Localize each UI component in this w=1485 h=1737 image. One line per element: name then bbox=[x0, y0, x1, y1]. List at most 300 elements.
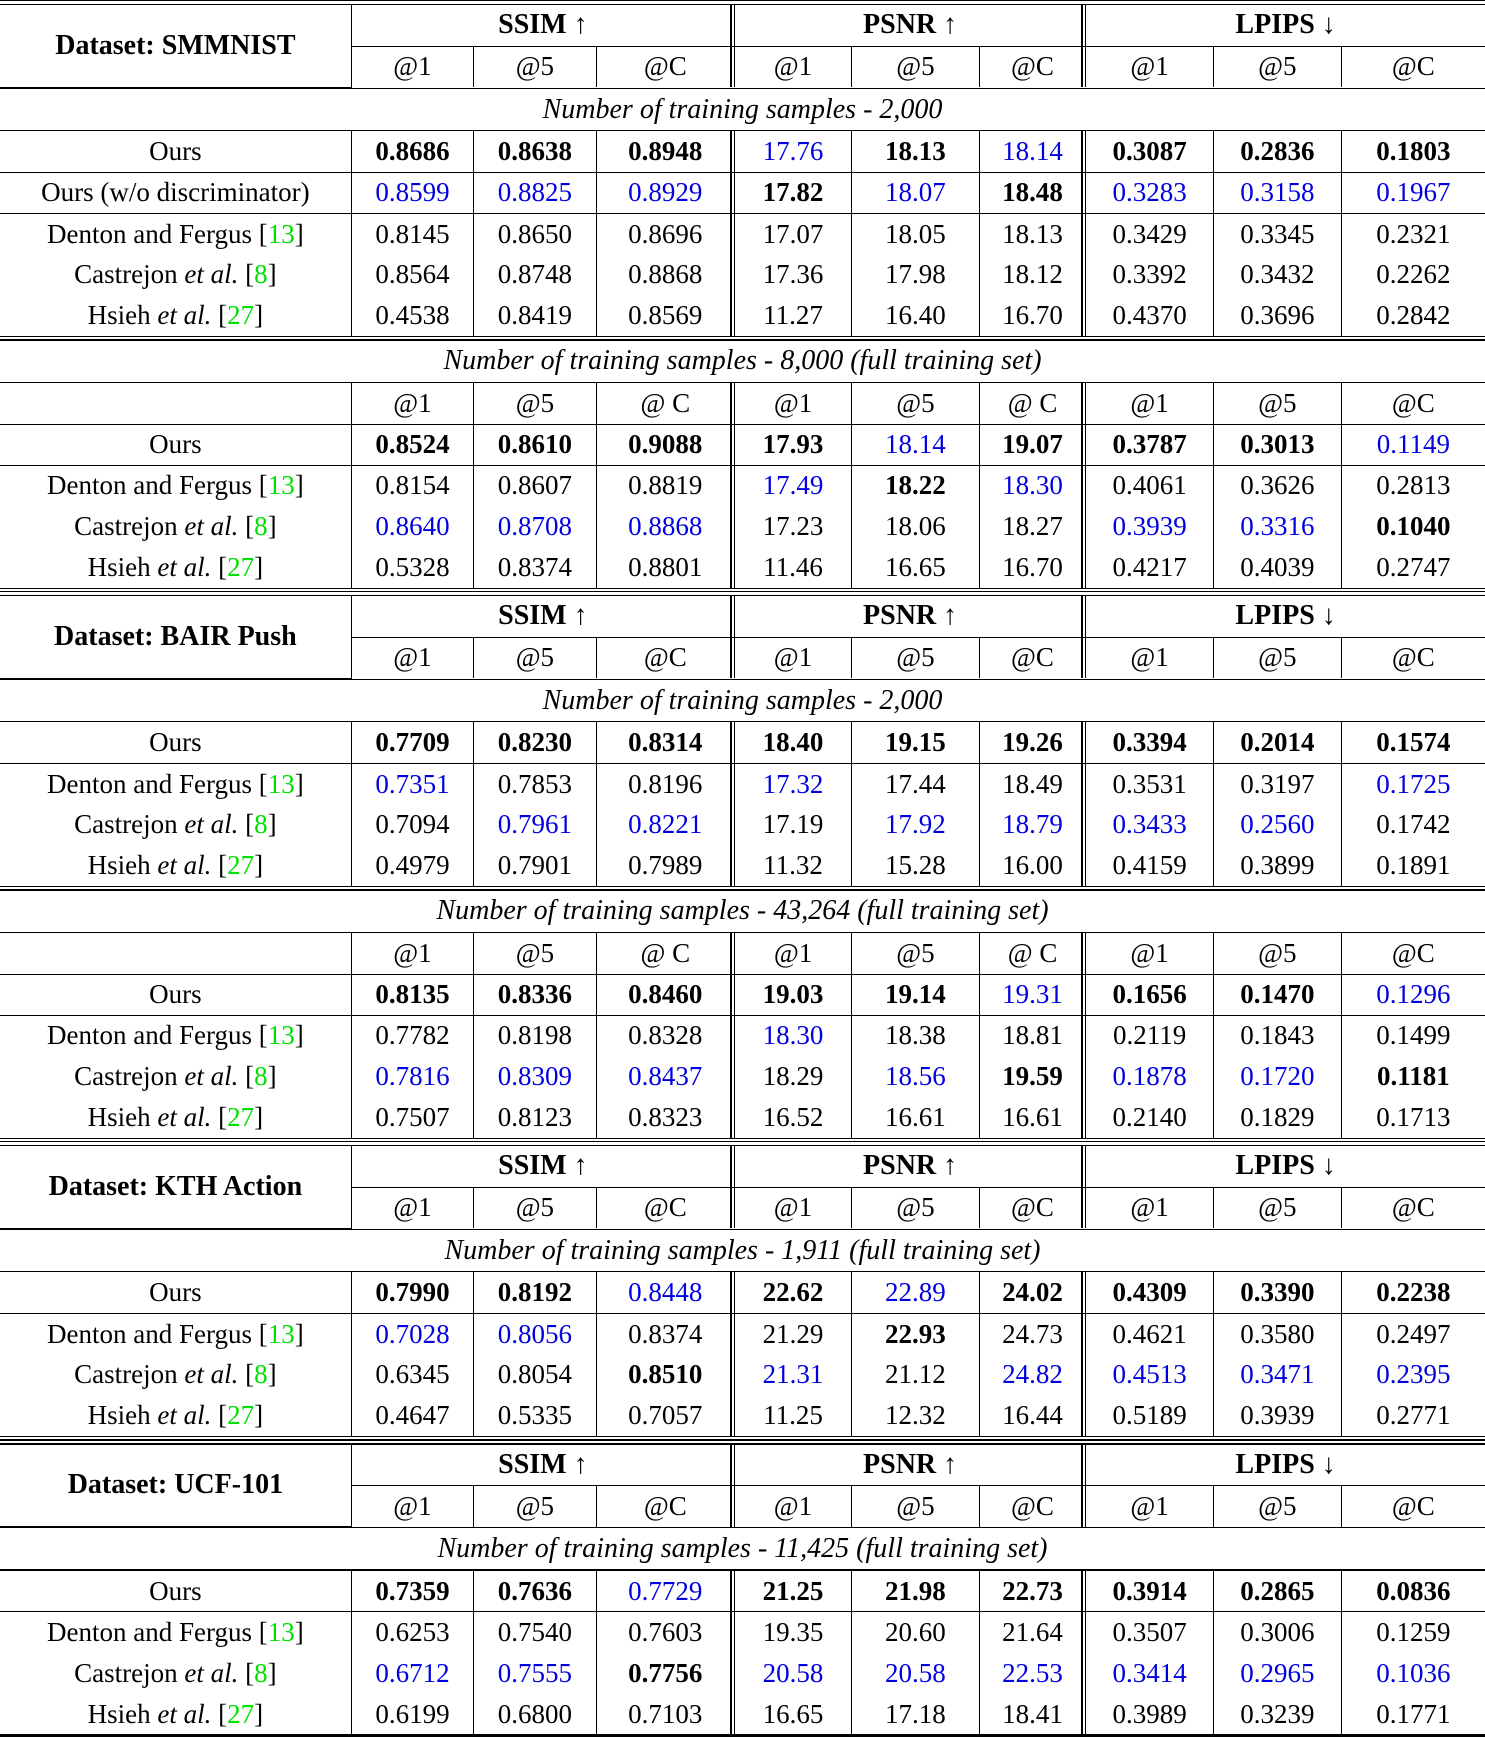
data-cell: 0.3787 bbox=[1086, 424, 1214, 465]
data-cell: 0.3429 bbox=[1086, 213, 1214, 254]
citation-bracket-close: ] bbox=[294, 1617, 304, 1648]
data-cell: 0.8460 bbox=[596, 974, 734, 1015]
data-cell: 0.3087 bbox=[1086, 131, 1214, 172]
data-cell: 0.7555 bbox=[474, 1653, 596, 1694]
row-label-text: Denton and Fergus bbox=[47, 1617, 259, 1648]
citation-number: 8 bbox=[254, 809, 268, 840]
data-cell: 0.8607 bbox=[474, 465, 596, 506]
data-cell: 0.4979 bbox=[351, 845, 473, 886]
row-label-text: Ours bbox=[149, 1277, 202, 1308]
data-cell: 19.31 bbox=[979, 974, 1085, 1015]
row-label bbox=[0, 547, 351, 588]
citation-bracket-open: [ bbox=[258, 1318, 268, 1349]
citation-bracket-close: ] bbox=[254, 551, 264, 582]
data-cell: 0.1829 bbox=[1213, 1097, 1341, 1138]
data-cell: 0.1149 bbox=[1341, 424, 1485, 465]
data-cell: 0.2747 bbox=[1341, 547, 1485, 588]
data-cell: 17.98 bbox=[852, 254, 980, 295]
subheader-cell: @C bbox=[1341, 46, 1485, 87]
row-label-text: Castrejon bbox=[74, 259, 185, 290]
row-label-text: Ours bbox=[149, 727, 202, 758]
metric-header-ssim: SSIM ↑ bbox=[351, 596, 734, 637]
subheader-cell: @C bbox=[979, 1187, 1085, 1228]
data-cell: 0.1036 bbox=[1341, 1653, 1485, 1694]
row-label-text: Hsieh bbox=[87, 1698, 158, 1729]
metric-header-psnr: PSNR ↑ bbox=[734, 1445, 1085, 1486]
data-cell: 0.3939 bbox=[1086, 506, 1214, 547]
subheader-cell: @5 bbox=[852, 383, 980, 424]
data-cell: 0.2395 bbox=[1341, 1354, 1485, 1395]
row-label bbox=[0, 1653, 351, 1694]
citation-bracket-close: ] bbox=[294, 768, 304, 799]
data-cell: 18.13 bbox=[852, 131, 980, 172]
data-cell: 0.7709 bbox=[351, 722, 473, 763]
section-header-table bbox=[0, 1445, 1485, 1528]
data-cell: 0.3239 bbox=[1213, 1694, 1341, 1735]
block-caption-table bbox=[0, 680, 1485, 721]
data-cell: 18.79 bbox=[979, 804, 1085, 845]
metric-header-psnr: PSNR ↑ bbox=[734, 596, 1085, 637]
data-cell: 0.3283 bbox=[1086, 172, 1214, 213]
data-cell: 0.2813 bbox=[1341, 465, 1485, 506]
subheader-cell: @C bbox=[979, 1486, 1085, 1527]
data-cell: 0.3531 bbox=[1086, 763, 1214, 804]
data-cell: 0.2119 bbox=[1086, 1015, 1214, 1056]
row-label-text: Hsieh bbox=[87, 1101, 158, 1132]
training-samples-caption: Number of training samples - 1,911 (full training set) bbox=[444, 1234, 1041, 1266]
data-cell: 0.3006 bbox=[1213, 1612, 1341, 1653]
data-cell: 18.06 bbox=[852, 506, 980, 547]
data-cell: 0.8868 bbox=[596, 254, 734, 295]
data-cell: 0.1742 bbox=[1341, 804, 1485, 845]
subheader-cell: @5 bbox=[1213, 637, 1341, 678]
table-row bbox=[0, 1653, 1485, 1694]
data-cell: 0.8437 bbox=[596, 1056, 734, 1097]
data-cell: 19.03 bbox=[734, 974, 851, 1015]
data-cell: 0.7816 bbox=[351, 1056, 473, 1097]
data-cell: 0.2865 bbox=[1213, 1571, 1341, 1612]
block-data-table bbox=[0, 131, 1485, 337]
citation-bracket-open: [ bbox=[258, 1020, 268, 1051]
data-cell: 0.2262 bbox=[1341, 254, 1485, 295]
data-cell: 0.7782 bbox=[351, 1015, 473, 1056]
table-row bbox=[0, 1097, 1485, 1138]
row-label-etal: et al. bbox=[157, 1698, 212, 1729]
data-cell: 0.8221 bbox=[596, 804, 734, 845]
subheader-cell: @5 bbox=[474, 1187, 596, 1228]
citation-bracket-open: [ bbox=[218, 850, 228, 881]
data-cell: 0.1713 bbox=[1341, 1097, 1485, 1138]
data-cell: 0.3899 bbox=[1213, 845, 1341, 886]
training-samples-caption: Number of training samples - 2,000 bbox=[542, 684, 943, 716]
subheader-cell: @C bbox=[979, 46, 1085, 87]
data-cell: 0.2140 bbox=[1086, 1097, 1214, 1138]
metric-header-ssim: SSIM ↑ bbox=[351, 1445, 734, 1486]
data-cell: 0.4061 bbox=[1086, 465, 1214, 506]
row-label bbox=[0, 213, 351, 254]
citation-bracket-open: [ bbox=[258, 470, 268, 501]
block-subheader-row bbox=[0, 933, 1485, 974]
data-cell: 0.8419 bbox=[474, 295, 596, 336]
data-cell: 0.1259 bbox=[1341, 1612, 1485, 1653]
data-cell: 0.4647 bbox=[351, 1395, 473, 1436]
citation-number: 13 bbox=[267, 470, 295, 501]
data-cell: 17.82 bbox=[734, 172, 851, 213]
table-row bbox=[0, 1612, 1485, 1653]
data-cell: 0.7636 bbox=[474, 1571, 596, 1612]
data-cell: 0.1967 bbox=[1341, 172, 1485, 213]
row-label-text: Castrejon bbox=[74, 809, 185, 840]
citation-bracket-close: ] bbox=[294, 1020, 304, 1051]
data-cell: 20.58 bbox=[852, 1653, 980, 1694]
table-row bbox=[0, 1313, 1485, 1354]
citation-number: 13 bbox=[267, 768, 295, 799]
row-label bbox=[0, 1272, 351, 1313]
data-cell: 0.8198 bbox=[474, 1015, 596, 1056]
citation-bracket-close: ] bbox=[267, 1061, 277, 1092]
data-cell: 0.7853 bbox=[474, 763, 596, 804]
table-row bbox=[0, 547, 1485, 588]
data-cell: 19.07 bbox=[979, 424, 1085, 465]
row-label bbox=[0, 1612, 351, 1653]
subheader-cell: @1 bbox=[734, 933, 851, 974]
dataset-label: Dataset: BAIR Push bbox=[0, 596, 351, 678]
data-cell: 0.8524 bbox=[351, 424, 473, 465]
data-cell: 0.8868 bbox=[596, 506, 734, 547]
data-cell: 0.3197 bbox=[1213, 763, 1341, 804]
data-cell: 0.3580 bbox=[1213, 1313, 1341, 1354]
data-cell: 0.4370 bbox=[1086, 295, 1214, 336]
subheader-cell: @1 bbox=[734, 1187, 851, 1228]
row-label bbox=[0, 974, 351, 1015]
data-cell: 0.3939 bbox=[1213, 1395, 1341, 1436]
data-cell: 16.65 bbox=[734, 1694, 851, 1735]
subheader-cell: @1 bbox=[351, 1486, 473, 1527]
citation-number: 27 bbox=[227, 1101, 255, 1132]
citation-number: 13 bbox=[267, 218, 295, 249]
training-samples-caption: Number of training samples - 11,425 (full training set) bbox=[437, 1532, 1048, 1564]
metric-header-ssim: SSIM ↑ bbox=[351, 1146, 734, 1187]
citation-bracket-open: [ bbox=[245, 809, 255, 840]
table-row bbox=[0, 295, 1485, 336]
data-cell: 0.0836 bbox=[1341, 1571, 1485, 1612]
data-cell: 18.12 bbox=[979, 254, 1085, 295]
data-cell: 17.18 bbox=[852, 1694, 980, 1735]
citation-bracket-open: [ bbox=[218, 300, 228, 331]
data-cell: 0.7028 bbox=[351, 1313, 473, 1354]
subheader-cell: @C bbox=[1341, 1187, 1485, 1228]
citation-bracket-close: ] bbox=[294, 1318, 304, 1349]
dataset-label: Dataset: KTH Action bbox=[0, 1146, 351, 1228]
data-cell: 0.8145 bbox=[351, 213, 473, 254]
data-cell: 0.1878 bbox=[1086, 1056, 1214, 1097]
subheader-cell: @1 bbox=[734, 637, 851, 678]
data-cell: 11.27 bbox=[734, 295, 851, 336]
citation-bracket-open: [ bbox=[245, 1061, 255, 1092]
subheader-cell: @5 bbox=[852, 46, 980, 87]
citation-bracket-close: ] bbox=[294, 470, 304, 501]
block-data-table bbox=[0, 1272, 1485, 1437]
data-cell: 18.14 bbox=[852, 424, 980, 465]
data-cell: 18.49 bbox=[979, 763, 1085, 804]
data-cell: 19.26 bbox=[979, 722, 1085, 763]
block-caption-table bbox=[0, 1528, 1485, 1569]
data-cell: 0.2965 bbox=[1213, 1653, 1341, 1694]
data-cell: 0.7729 bbox=[596, 1571, 734, 1612]
data-cell: 0.8929 bbox=[596, 172, 734, 213]
data-cell: 17.07 bbox=[734, 213, 851, 254]
metric-header-psnr: PSNR ↑ bbox=[734, 1146, 1085, 1187]
data-cell: 19.15 bbox=[852, 722, 980, 763]
data-cell: 17.32 bbox=[734, 763, 851, 804]
row-label-etal: et al. bbox=[157, 850, 212, 881]
data-cell: 0.2321 bbox=[1341, 213, 1485, 254]
block-data-table bbox=[0, 383, 1485, 589]
data-cell: 0.4621 bbox=[1086, 1313, 1214, 1354]
row-label-text: Castrejon bbox=[74, 1359, 185, 1390]
data-cell: 0.8374 bbox=[596, 1313, 734, 1354]
citation-bracket-open: [ bbox=[218, 1698, 228, 1729]
metric-header-ssim: SSIM ↑ bbox=[351, 5, 734, 46]
data-cell: 0.6253 bbox=[351, 1612, 473, 1653]
citation-bracket-open: [ bbox=[245, 1359, 255, 1390]
data-cell: 19.14 bbox=[852, 974, 980, 1015]
row-label bbox=[0, 1571, 351, 1612]
subheader-cell: @ C bbox=[979, 933, 1085, 974]
data-cell: 16.00 bbox=[979, 845, 1085, 886]
data-cell: 0.7756 bbox=[596, 1653, 734, 1694]
data-cell: 18.07 bbox=[852, 172, 980, 213]
data-cell: 16.61 bbox=[852, 1097, 980, 1138]
row-label-text: Hsieh bbox=[87, 1400, 158, 1431]
data-cell: 19.35 bbox=[734, 1612, 851, 1653]
subheader-cell: @1 bbox=[1086, 637, 1214, 678]
metric-header-row bbox=[0, 596, 1485, 637]
data-cell: 15.28 bbox=[852, 845, 980, 886]
citation-bracket-close: ] bbox=[254, 1400, 264, 1431]
data-cell: 0.6712 bbox=[351, 1653, 473, 1694]
subheader-cell: @ C bbox=[979, 383, 1085, 424]
citation-bracket-close: ] bbox=[254, 1698, 264, 1729]
row-label bbox=[0, 254, 351, 295]
subheader-cell: @C bbox=[1341, 383, 1485, 424]
data-cell: 18.30 bbox=[979, 465, 1085, 506]
subheader-cell: @ C bbox=[596, 383, 734, 424]
data-cell: 0.2842 bbox=[1341, 295, 1485, 336]
data-cell: 17.76 bbox=[734, 131, 851, 172]
data-cell: 0.1499 bbox=[1341, 1015, 1485, 1056]
block-caption-table bbox=[0, 341, 1485, 382]
citation-number: 27 bbox=[227, 1698, 255, 1729]
data-cell: 0.1040 bbox=[1341, 506, 1485, 547]
row-label-tail bbox=[211, 1699, 218, 1729]
citation-bracket-close: ] bbox=[254, 300, 264, 331]
data-cell: 0.8309 bbox=[474, 1056, 596, 1097]
citation-bracket-open: [ bbox=[258, 768, 268, 799]
data-cell: 18.48 bbox=[979, 172, 1085, 213]
data-cell: 18.38 bbox=[852, 1015, 980, 1056]
block-caption-table bbox=[0, 89, 1485, 130]
data-cell: 0.8610 bbox=[474, 424, 596, 465]
subheader-cell: @1 bbox=[351, 933, 473, 974]
section-header-table bbox=[0, 596, 1485, 679]
citation-bracket-open: [ bbox=[245, 511, 255, 542]
subheader-cell: @1 bbox=[351, 46, 473, 87]
subheader-cell: @C bbox=[596, 46, 734, 87]
data-cell: 17.36 bbox=[734, 254, 851, 295]
training-samples-caption: Number of training samples - 43,264 (full training set) bbox=[436, 895, 1049, 927]
data-cell: 17.93 bbox=[734, 424, 851, 465]
citation-bracket-open: [ bbox=[218, 1101, 228, 1132]
data-cell: 20.58 bbox=[734, 1653, 851, 1694]
data-cell: 11.32 bbox=[734, 845, 851, 886]
block-subheader-row bbox=[0, 383, 1485, 424]
data-cell: 18.05 bbox=[852, 213, 980, 254]
data-cell: 0.9088 bbox=[596, 424, 734, 465]
subheader-cell: @C bbox=[596, 1486, 734, 1527]
data-cell: 0.4309 bbox=[1086, 1272, 1214, 1313]
data-cell: 0.8650 bbox=[474, 213, 596, 254]
subheader-cell: @5 bbox=[1213, 1486, 1341, 1527]
data-cell: 0.8196 bbox=[596, 763, 734, 804]
table-row bbox=[0, 1354, 1485, 1395]
row-label bbox=[0, 465, 351, 506]
data-cell: 22.62 bbox=[734, 1272, 851, 1313]
data-cell: 21.29 bbox=[734, 1313, 851, 1354]
data-cell: 0.8564 bbox=[351, 254, 473, 295]
row-label-text: Ours bbox=[149, 136, 202, 167]
data-cell: 0.7507 bbox=[351, 1097, 473, 1138]
subheader-cell: @5 bbox=[1213, 46, 1341, 87]
data-cell: 24.02 bbox=[979, 1272, 1085, 1313]
data-cell: 0.7359 bbox=[351, 1571, 473, 1612]
row-label-text: Denton and Fergus bbox=[47, 1318, 259, 1349]
data-cell: 19.59 bbox=[979, 1056, 1085, 1097]
table-row bbox=[0, 1395, 1485, 1436]
data-cell: 22.89 bbox=[852, 1272, 980, 1313]
table-row bbox=[0, 465, 1485, 506]
data-cell: 18.56 bbox=[852, 1056, 980, 1097]
data-cell: 0.3696 bbox=[1213, 295, 1341, 336]
citation-number: 8 bbox=[254, 259, 268, 290]
subheader-cell: @5 bbox=[1213, 1187, 1341, 1228]
data-cell: 0.4217 bbox=[1086, 547, 1214, 588]
citation-number: 8 bbox=[254, 1359, 268, 1390]
data-cell: 16.70 bbox=[979, 295, 1085, 336]
metric-header-lpips: LPIPS ↓ bbox=[1086, 1445, 1485, 1486]
table-row bbox=[0, 506, 1485, 547]
table-row bbox=[0, 1056, 1485, 1097]
block-data-table bbox=[0, 933, 1485, 1139]
data-cell: 0.3345 bbox=[1213, 213, 1341, 254]
row-label bbox=[0, 506, 351, 547]
citation-number: 8 bbox=[254, 1061, 268, 1092]
data-cell: 21.12 bbox=[852, 1354, 980, 1395]
data-cell: 0.6345 bbox=[351, 1354, 473, 1395]
row-label bbox=[0, 1056, 351, 1097]
subheader-cell: @1 bbox=[351, 637, 473, 678]
table-row bbox=[0, 974, 1485, 1015]
data-cell: 0.1656 bbox=[1086, 974, 1214, 1015]
data-cell: 17.19 bbox=[734, 804, 851, 845]
data-cell: 21.31 bbox=[734, 1354, 851, 1395]
citation-bracket-open: [ bbox=[258, 1617, 268, 1648]
subheader-cell: @1 bbox=[1086, 1486, 1214, 1527]
subheader-cell: @C bbox=[1341, 933, 1485, 974]
metric-header-row bbox=[0, 5, 1485, 46]
citation-bracket-close: ] bbox=[267, 1657, 277, 1688]
data-cell: 0.6199 bbox=[351, 1694, 473, 1735]
subheader-cell: @5 bbox=[474, 637, 596, 678]
table-row bbox=[0, 1015, 1485, 1056]
table-row bbox=[0, 172, 1485, 213]
data-cell: 0.2836 bbox=[1213, 131, 1341, 172]
data-cell: 18.41 bbox=[979, 1694, 1085, 1735]
metric-header-row bbox=[0, 1445, 1485, 1486]
row-label-etal: et al. bbox=[157, 1400, 212, 1431]
block-data-table bbox=[0, 1571, 1485, 1736]
citation-number: 27 bbox=[227, 300, 255, 331]
data-cell: 0.5189 bbox=[1086, 1395, 1214, 1436]
data-cell: 0.8123 bbox=[474, 1097, 596, 1138]
data-cell: 18.40 bbox=[734, 722, 851, 763]
subheader-cell: @5 bbox=[1213, 933, 1341, 974]
citation-bracket-open: [ bbox=[258, 218, 268, 249]
subheader-cell: @ C bbox=[596, 933, 734, 974]
data-cell: 0.1771 bbox=[1341, 1694, 1485, 1735]
row-label-text: Ours bbox=[149, 979, 202, 1010]
data-cell: 0.7540 bbox=[474, 1612, 596, 1653]
data-cell: 0.3013 bbox=[1213, 424, 1341, 465]
section-header-table bbox=[0, 1146, 1485, 1229]
citation-bracket-close: ] bbox=[267, 511, 277, 542]
data-cell: 24.73 bbox=[979, 1313, 1085, 1354]
data-cell: 0.8748 bbox=[474, 254, 596, 295]
block-caption-table bbox=[0, 1230, 1485, 1271]
citation-number: 13 bbox=[267, 1617, 295, 1648]
row-label-text: Denton and Fergus bbox=[47, 218, 259, 249]
subheader-cell: @C bbox=[979, 637, 1085, 678]
data-cell: 0.8696 bbox=[596, 213, 734, 254]
row-label-text: Ours (w/o discriminator) bbox=[41, 177, 310, 208]
data-cell: 17.44 bbox=[852, 763, 980, 804]
table-row bbox=[0, 1571, 1485, 1612]
row-label-text: Denton and Fergus bbox=[47, 1020, 259, 1051]
data-cell: 0.8323 bbox=[596, 1097, 734, 1138]
data-cell: 0.8314 bbox=[596, 722, 734, 763]
row-label-etal: et al. bbox=[184, 511, 239, 542]
subheader-cell: @5 bbox=[474, 933, 596, 974]
data-cell: 16.40 bbox=[852, 295, 980, 336]
data-cell: 17.23 bbox=[734, 506, 851, 547]
data-cell: 21.25 bbox=[734, 1571, 851, 1612]
data-cell: 0.3158 bbox=[1213, 172, 1341, 213]
data-cell: 16.65 bbox=[852, 547, 980, 588]
data-cell: 22.93 bbox=[852, 1313, 980, 1354]
data-cell: 0.2771 bbox=[1341, 1395, 1485, 1436]
data-cell: 0.8448 bbox=[596, 1272, 734, 1313]
data-cell: 0.1725 bbox=[1341, 763, 1485, 804]
data-cell: 0.8599 bbox=[351, 172, 473, 213]
data-cell: 0.7990 bbox=[351, 1272, 473, 1313]
data-cell: 0.7961 bbox=[474, 804, 596, 845]
data-cell: 0.3394 bbox=[1086, 722, 1214, 763]
row-label bbox=[0, 804, 351, 845]
row-label-text: Denton and Fergus bbox=[47, 768, 259, 799]
data-cell: 18.22 bbox=[852, 465, 980, 506]
subheader-cell: @5 bbox=[852, 637, 980, 678]
table-row bbox=[0, 131, 1485, 172]
